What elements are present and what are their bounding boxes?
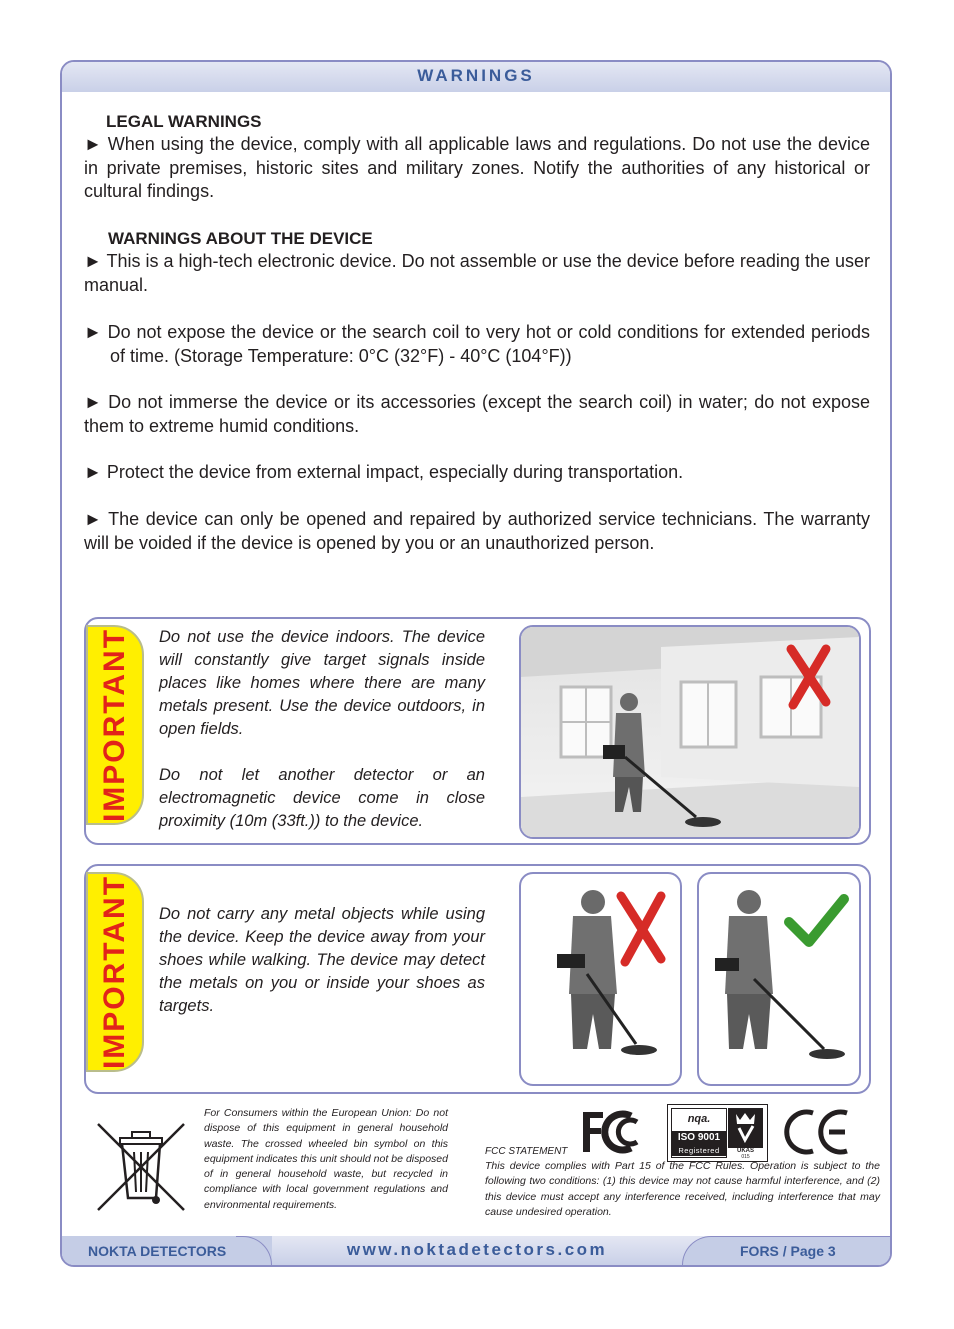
important-tab <box>86 872 144 1072</box>
wrong-usage-illustration <box>519 872 682 1086</box>
nqa-logo-text: nqa. <box>687 1113 711 1125</box>
fcc-statement-text: This device complies with Part 15 of the FCC Rules. Operation is subject to the following two conditions: (1) this device may not cause harmful interference, and (2) this device must accept any interference received, including interference that may cause undesired operation. <box>485 1160 880 1218</box>
ukas-label: UKAS <box>736 1148 754 1154</box>
device-warning-4: ► Protect the device from external impact, especially during transportation. <box>84 462 684 482</box>
footer-website-link[interactable]: www.noktadetectors.com <box>346 1240 608 1259</box>
device-warning-5: ► The device can only be opened and repaired by authorized service technicians. The warranty will be voided if the device is opened by you or an unauthorized person. <box>84 509 870 553</box>
device-warning-1: ► This is a high-tech electronic device. Do not assemble or use the device before reading the user manual. <box>84 251 870 295</box>
fcc-statement-heading: FCC STATEMENT <box>485 1146 568 1157</box>
legal-warnings-text: ► When using the device, comply with all applicable laws and regulations. Do not use the device in private premises, historic sites and military zones. Notify the authorities of any historical or cultural findings. <box>84 134 870 201</box>
important-label: IMPORTANT <box>98 627 131 823</box>
registered-label: Registered <box>672 1145 726 1156</box>
eu-disposal-text: For Consumers within the European Union: Do not dispose of this equipment in general household waste. The crossed wheeled bin symbol on this equipment indicates this unit should not be disposed of in general household waste, but recycled in compliance with local government regulations and environmental requirements. <box>204 1107 448 1211</box>
correct-usage-illustration <box>697 872 861 1086</box>
ukas-code: 015 <box>741 1154 750 1160</box>
header-bar <box>62 62 890 92</box>
ukas-crown-icon <box>728 1108 763 1148</box>
legal-warnings-heading: LEGAL WARNINGS <box>106 112 262 131</box>
indoors-warning-text: Do not use the device indoors. The device will constantly give target signals inside places like homes where there are many metals present. Use the device outdoors, in open fields. <box>159 628 485 738</box>
fcc-logo-icon <box>579 1106 649 1158</box>
metal-objects-warning-text: Do not carry any metal objects while using the device. Keep the device away from your shoes while walking. The device may detect the metals on you or inside your shoes as targets. <box>159 905 485 1015</box>
indoor-detector-illustration <box>519 625 861 839</box>
footer-brand: NOKTA DETECTORS <box>88 1243 227 1259</box>
device-warning-2: ► Do not expose the device or the search coil to very hot or cold conditions for extended periods of time. (Storage Temperature: 0°C (32°F) - 40°C (104°F)) <box>84 322 870 366</box>
page-title: WARNINGS <box>417 66 535 85</box>
iso-ukas-badge <box>667 1104 768 1162</box>
device-warning-3: ► Do not immerse the device or its accessories (except the search coil) in water; do not expose them to extreme humid conditions. <box>84 392 870 436</box>
important-label: IMPORTANT <box>98 874 131 1070</box>
iso-9001-badge <box>671 1108 727 1158</box>
footer-page-number: FORS / Page 3 <box>740 1243 836 1259</box>
ce-mark-icon <box>781 1107 853 1157</box>
iso-label: ISO 9001 <box>672 1131 726 1145</box>
important-tab <box>86 625 144 825</box>
device-warnings-heading: WARNINGS ABOUT THE DEVICE <box>108 229 373 248</box>
interference-warning-text: Do not let another detector or an electromagnetic device come in close proximity (10m (33ft.)) to the device. <box>159 766 485 830</box>
crossed-wheeled-bin-icon <box>94 1120 188 1214</box>
